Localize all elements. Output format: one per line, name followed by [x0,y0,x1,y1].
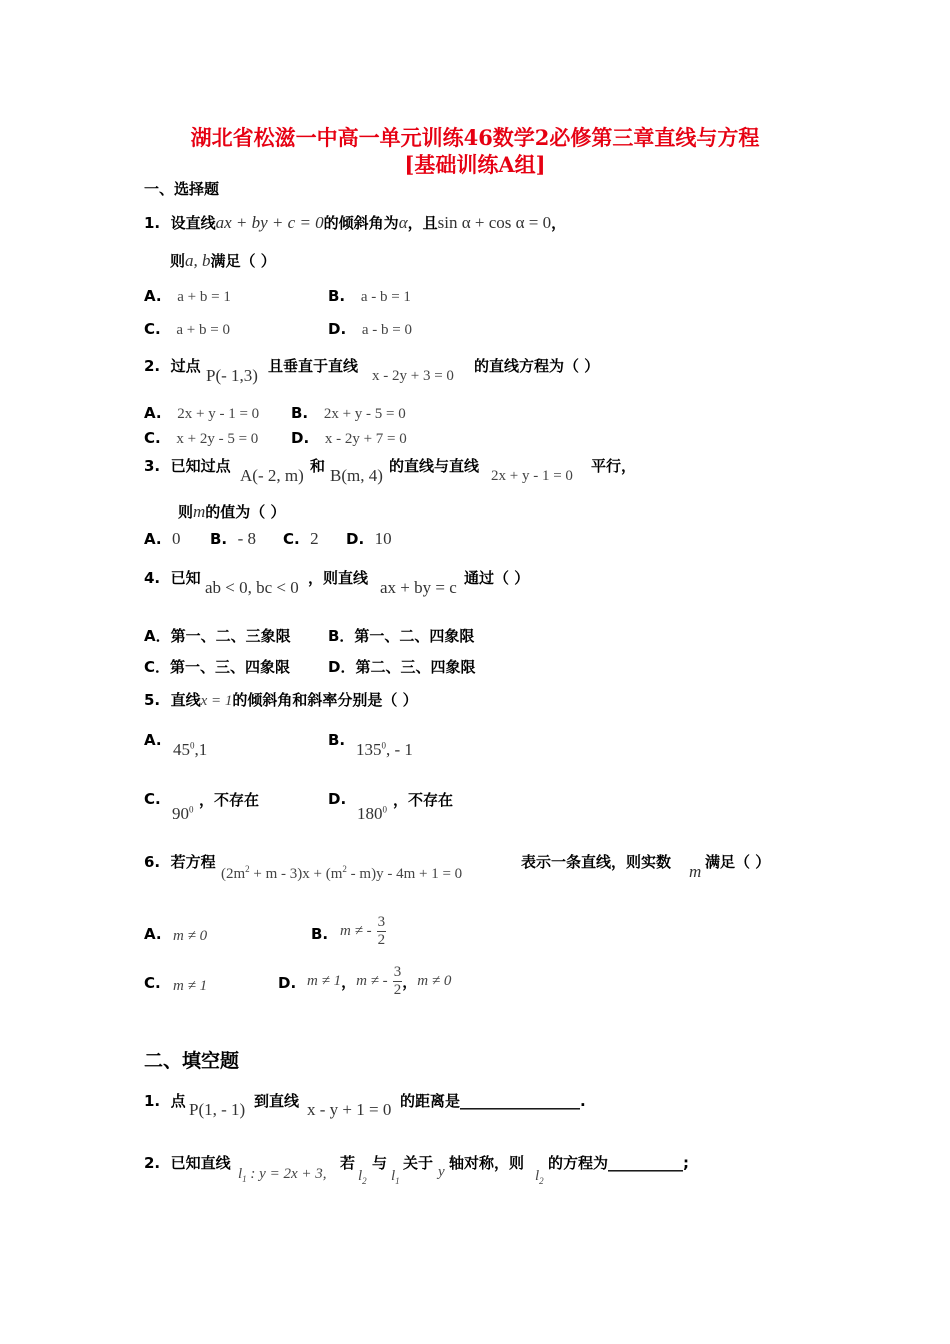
math-expression: B(m, 4) [330,466,383,485]
question-number: 3. [144,457,161,475]
math-superscript: 0 [190,740,195,751]
question-text: 则 [170,252,186,270]
math-expression: α [398,213,408,232]
option-label: C. [144,429,161,447]
question-1 [144,212,566,233]
option-c: C．第一、三、四象限 [144,658,291,676]
option-label: D. [291,429,310,447]
math-expression: 2 [310,529,319,548]
option-c-label: C. [144,790,161,808]
option-label: A. [144,287,162,305]
document-title-line1: 湖北省松滋一中高一单元训练46数学2必修第三章直线与方程 [190,125,760,150]
math-expression: ax + by = c [380,578,457,597]
math-expression: , - 1 [386,740,413,759]
question-5 [144,689,418,710]
option-c [283,529,319,549]
question-text: 与 [372,1154,388,1172]
question-text: 平行， [591,457,637,475]
option-b [340,914,386,949]
math-expression: 180 [357,804,383,823]
question-text: 点 [170,1092,186,1110]
question-text: 表示一条直线，则实数 [521,853,672,871]
math-expression: ,1 [194,740,208,759]
option-a [173,740,207,760]
question-text: 通过（ ） [464,569,530,587]
question-text: 已知 [170,569,201,587]
section-heading-choice: 一、选择题 [144,180,220,198]
math-expression: m [689,862,702,881]
separator: ， [402,973,418,991]
option-a-label: A. [144,731,162,749]
option-label: C. [283,530,300,548]
option-d-label: D. [328,790,347,808]
question-text: 则 [178,503,194,521]
option-c-math [172,804,194,824]
option-a: A．第一、二、三象限 [144,627,291,645]
math-superscript: 0 [382,804,387,815]
question-text: 若方程 [170,853,216,871]
fraction-numerator: 3 [377,914,386,930]
question-2 [144,355,201,376]
question-number: 1. [144,1092,161,1110]
option-d [346,529,392,549]
math-expression: l [238,1166,243,1182]
math-superscript: 2 [245,864,250,874]
option-d-text: ，不存在 [393,791,454,809]
question-number: 1. [144,214,161,232]
question-text: 且垂直于直线 [268,357,359,375]
math-expression: a - b = 1 [360,289,411,305]
math-expression: m ≠ - [356,973,388,989]
option-a [144,404,259,423]
option-label: D. [346,530,365,548]
option-c [144,320,230,339]
option-b [328,287,411,306]
math-expression [358,1168,367,1186]
math-expression: x - 2y + 7 = 0 [324,431,407,447]
fraction [377,914,387,949]
fraction-denominator: 2 [393,982,402,998]
math-expression: sin α + cos α = 0 [437,213,552,232]
document-title-line2: [基础训练A组] [404,152,546,177]
option-label: B. [328,287,346,305]
question-text: 已知直线 [170,1154,231,1172]
question-number: 6. [144,853,161,871]
question-number: 2. [144,1154,161,1172]
question-number: 2. [144,357,161,375]
math-superscript: 0 [189,804,194,815]
question-6 [144,851,216,872]
fill-question-1 [144,1090,186,1111]
question-text: 直线 [170,691,201,709]
math-expression: x - 2y + 3 = 0 [372,368,454,384]
question-text: ，则直线 [308,569,369,587]
question-text: 到直线 [254,1092,300,1110]
fraction-denominator: 2 [377,932,386,948]
math-expression: l [391,1168,396,1184]
math-expression: 2x + y - 1 = 0 [491,468,573,484]
math-superscript: 2 [342,864,347,874]
math-expression: 45 [173,740,190,759]
option-label: A. [144,404,162,422]
option-c-text: ，不存在 [199,791,260,809]
question-text: 设直线 [170,214,216,232]
question-text: 的方程为__________; [548,1154,689,1172]
math-subscript: 1 [242,1174,247,1184]
option-b [291,404,406,423]
question-text: 和 [310,457,326,475]
question-text: ，且 [407,214,438,232]
option-d [291,429,407,448]
separator: ， [341,973,357,991]
question-text: 关于 [403,1154,434,1172]
math-subscript: 1 [395,1176,400,1186]
fraction [393,964,403,999]
math-expression: 0 [172,529,181,548]
math-expression: P(- 1,3) [206,366,258,385]
math-expression: x = 1 [200,693,233,709]
option-b [356,740,413,760]
math-expression: m ≠ - [340,923,372,939]
math-expression: a, b [185,251,211,270]
question-text: 的距离是________________. [400,1092,586,1110]
question-text: 的倾斜角和斜率分别是（ ） [232,691,418,709]
option-a-label: A. [144,925,162,943]
question-text: ， [551,214,567,232]
question-text: 过点 [170,357,201,375]
option-label: B. [291,404,309,422]
option-a [144,287,231,306]
question-1-line2 [170,250,276,271]
option-a: m ≠ 0 [173,928,208,944]
math-expression: l [358,1168,363,1184]
fraction-numerator: 3 [393,964,402,980]
math-expression: 10 [374,529,392,548]
math-expression: + m - 3)x + (m [249,866,343,882]
question-text: 满足（ ） [210,252,276,270]
math-expression: A(- 2, m) [240,466,304,485]
question-text: 的倾斜角为 [323,214,399,232]
math-expression [238,1166,326,1184]
math-superscript: 0 [381,740,386,751]
math-subscript: 2 [362,1176,367,1186]
option-d-label: D. [278,974,297,992]
math-expression: m ≠ 0 [417,973,452,989]
section-heading-fill: 二、填空题 [144,1050,240,1072]
option-label: B. [210,530,228,548]
question-text: 若 [340,1154,356,1172]
math-expression: m ≠ 1 [307,973,342,989]
math-expression: a - b = 0 [361,322,412,338]
option-d: D．第二、三、四象限 [328,658,476,676]
question-3 [144,455,231,476]
option-d-math [357,804,387,824]
option-label: C. [144,320,161,338]
option-b-label: B. [328,731,346,749]
math-expression: 2x + y - 1 = 0 [177,406,260,422]
option-a [144,529,181,549]
math-expression: P(1, - 1) [189,1100,246,1119]
option-label: D. [328,320,347,338]
math-expression [535,1168,544,1186]
math-expression: 2x + y - 5 = 0 [323,406,406,422]
math-expression: (2m [221,866,246,882]
math-expression: ax + by + c = 0 [215,213,324,232]
question-number: 5. [144,691,161,709]
question-text: 已知过点 [170,457,231,475]
math-subscript: 2 [539,1176,544,1186]
math-expression: a + b = 0 [176,322,230,338]
math-expression: 135 [356,740,382,759]
math-expression: m [193,502,206,521]
math-expression: : y = 2x + 3, [246,1166,327,1182]
math-expression: l [535,1168,540,1184]
option-c [144,429,258,448]
question-text: 的直线与直线 [389,457,480,475]
question-4 [144,567,201,588]
question-text: 的直线方程为（ ） [474,357,600,375]
math-expression: 90 [172,804,189,823]
fill-question-2 [144,1152,231,1173]
option-b-label: B. [311,925,329,943]
math-expression: - 8 [237,529,257,548]
question-number: 4. [144,569,161,587]
question-text: 轴对称，则 [449,1154,525,1172]
option-b [210,529,256,549]
math-expression: x - y + 1 = 0 [307,1100,392,1119]
math-expression: y [438,1164,445,1180]
math-expression [391,1168,400,1186]
question-text: 满足（ ） [705,853,771,871]
option-d [307,964,451,999]
option-c: m ≠ 1 [173,978,208,994]
math-expression: ab < 0, bc < 0 [205,578,299,597]
option-d [328,320,412,339]
option-c-label: C. [144,974,161,992]
math-expression: x + 2y - 5 = 0 [176,431,259,447]
math-expression: - m)y - 4m + 1 = 0 [346,866,463,882]
question-text: 的值为（ ） [205,503,286,521]
question-3-line2 [178,501,286,522]
math-expression: a + b = 1 [177,289,231,305]
math-expression [221,864,462,883]
option-b: B．第一、二、四象限 [328,627,475,645]
option-label: A. [144,530,162,548]
